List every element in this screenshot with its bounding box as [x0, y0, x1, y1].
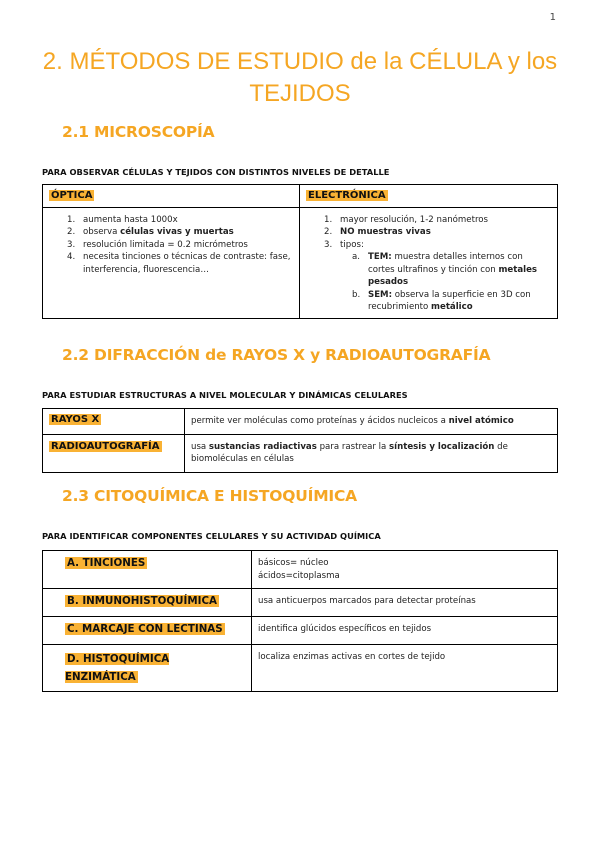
electronica-subitem-text-part: metálico [431, 302, 473, 312]
radioautografia-desc [185, 434, 558, 472]
radioautografia-part: para rastrear la [316, 441, 390, 452]
radioautografia-part: usa [191, 441, 209, 452]
electronica-item-text-part: NO muestras vivas [340, 227, 431, 237]
tinciones-label: A. TINCIONES [67, 557, 146, 569]
list-letter: b. [352, 289, 361, 300]
microscopy-table [42, 184, 558, 319]
electronica-sublist [306, 251, 551, 314]
lectinas-label: C. MARCAJE CON LECTINAS [67, 623, 223, 635]
difraccion-table [42, 408, 558, 473]
histoquimica-enzimatica-label: D. HISTOQUÍMICA ENZIMÁTICA [65, 653, 170, 683]
lectinas-desc: identifica glúcidos específicos en tejidos [252, 617, 558, 645]
rayos-x-label-cell [43, 409, 185, 435]
electronica-sublist-wrapper [306, 251, 551, 314]
radioautografia-part: síntesis y localización [389, 441, 495, 452]
list-number: 3. [324, 239, 333, 250]
electronica-item [306, 226, 551, 239]
optica-header-cell [43, 185, 300, 208]
electronica-item [306, 239, 551, 252]
optica-item-text-part: necesita tinciones o técnicas de contraste: fase, interferencia, fluorescencia… [83, 252, 291, 275]
radioautografia-part: sustancias radiactivas [208, 441, 317, 452]
radioautografia-label-cell [43, 434, 185, 472]
electronica-list [306, 214, 551, 314]
tinciones-line-1: básicos= núcleo [258, 558, 329, 568]
document-title: 2. MÉTODOS DE ESTUDIO de la CÉLULA y los TEJIDOS [42, 48, 558, 107]
inmuno-label-cell [43, 589, 252, 617]
rayos-x-desc [185, 409, 558, 435]
electronica-list-cell [300, 207, 558, 318]
rayos-x-label: RAYOS X [51, 414, 100, 425]
optica-item [49, 214, 293, 227]
list-number: 1. [324, 214, 333, 225]
section-caption-difraccion: PARA ESTUDIAR ESTRUCTURAS A NIVEL MOLECULAR Y DINÁMICAS CELULARES [42, 390, 408, 400]
electronica-header-cell [300, 185, 558, 208]
radioautografia-label: RADIOAUTOGRAFÍA [51, 440, 160, 452]
optica-item-text-part: células vivas y muertas [120, 227, 234, 237]
electronica-subitem-text-part: observa la superficie en 3D con recubrimiento [368, 289, 531, 312]
electronica-subitem [306, 251, 551, 289]
citoquimica-table [42, 550, 558, 692]
electronica-item-text-part: tipos: [340, 239, 364, 250]
list-number: 2. [67, 227, 76, 237]
list-number: 3. [67, 239, 76, 250]
electronica-subitem-text-part: TEM: [368, 252, 392, 262]
lectinas-label-cell [43, 617, 252, 645]
optica-item [49, 226, 293, 239]
page-number: 1 [549, 12, 556, 23]
histoquimica-enzimatica-desc: localiza enzimas activas en cortes de tejido [252, 645, 558, 692]
rayos-x-part: permite ver moléculas como proteínas y ácidos nucleicos a [191, 416, 449, 426]
rayos-x-part: nivel atómico [448, 416, 514, 426]
inmunohistoquimica-label: B. INMUNOHISTOQUÍMICA [67, 595, 217, 607]
electronica-subitem-text-part: muestra detalles internos con cortes ultrafinos y tinción con [368, 252, 523, 275]
optica-list-cell [43, 207, 300, 318]
tinciones-line-2: ácidos=citoplasma [258, 570, 340, 581]
tinciones-label-cell [43, 551, 252, 589]
optica-item-text-part: aumenta hasta 1000x [83, 214, 178, 225]
section-caption-citoquimica: PARA IDENTIFICAR COMPONENTES CELULARES Y SU ACTIVIDAD QUÍMICA [42, 531, 381, 541]
list-number: 2. [324, 227, 333, 237]
list-number: 1. [67, 214, 76, 225]
electronica-subitem [306, 289, 551, 314]
electronica-item [306, 214, 551, 227]
optica-item-text-part: observa [83, 227, 121, 237]
optica-header: ÓPTICA [51, 190, 93, 201]
radioautografia-part: de biomoléculas en células [191, 441, 508, 464]
optica-item [49, 239, 293, 252]
inmunohistoquimica-desc: usa anticuerpos marcados para detectar proteínas [252, 589, 558, 617]
tinciones-desc [252, 551, 558, 589]
enzimatica-label-cell [43, 645, 252, 692]
electronica-subitem-text-part: metales pesados [368, 264, 538, 287]
section-caption-microscopia: PARA OBSERVAR CÉLULAS Y TEJIDOS CON DISTINTOS NIVELES DE DETALLE [42, 167, 390, 177]
electronica-header: ELECTRÓNICA [308, 190, 386, 201]
section-heading-difraccion: 2.2 DIFRACCIÓN de RAYOS X y RADIOAUTOGRAFÍA [62, 346, 491, 364]
optica-item-text-part: resolución limitada = 0.2 micrómetros [83, 239, 248, 250]
optica-list [49, 214, 293, 277]
optica-item [49, 251, 293, 276]
section-heading-citoquimica: 2.3 CITOQUÍMICA E HISTOQUÍMICA [62, 487, 357, 505]
section-heading-microscopia: 2.1 MICROSCOPÍA [62, 123, 215, 141]
electronica-subitem-text-part: SEM: [368, 289, 393, 300]
list-number: 4. [67, 252, 76, 262]
electronica-item-text-part: mayor resolución, 1-2 nanómetros [340, 214, 489, 225]
list-letter: a. [352, 252, 360, 262]
